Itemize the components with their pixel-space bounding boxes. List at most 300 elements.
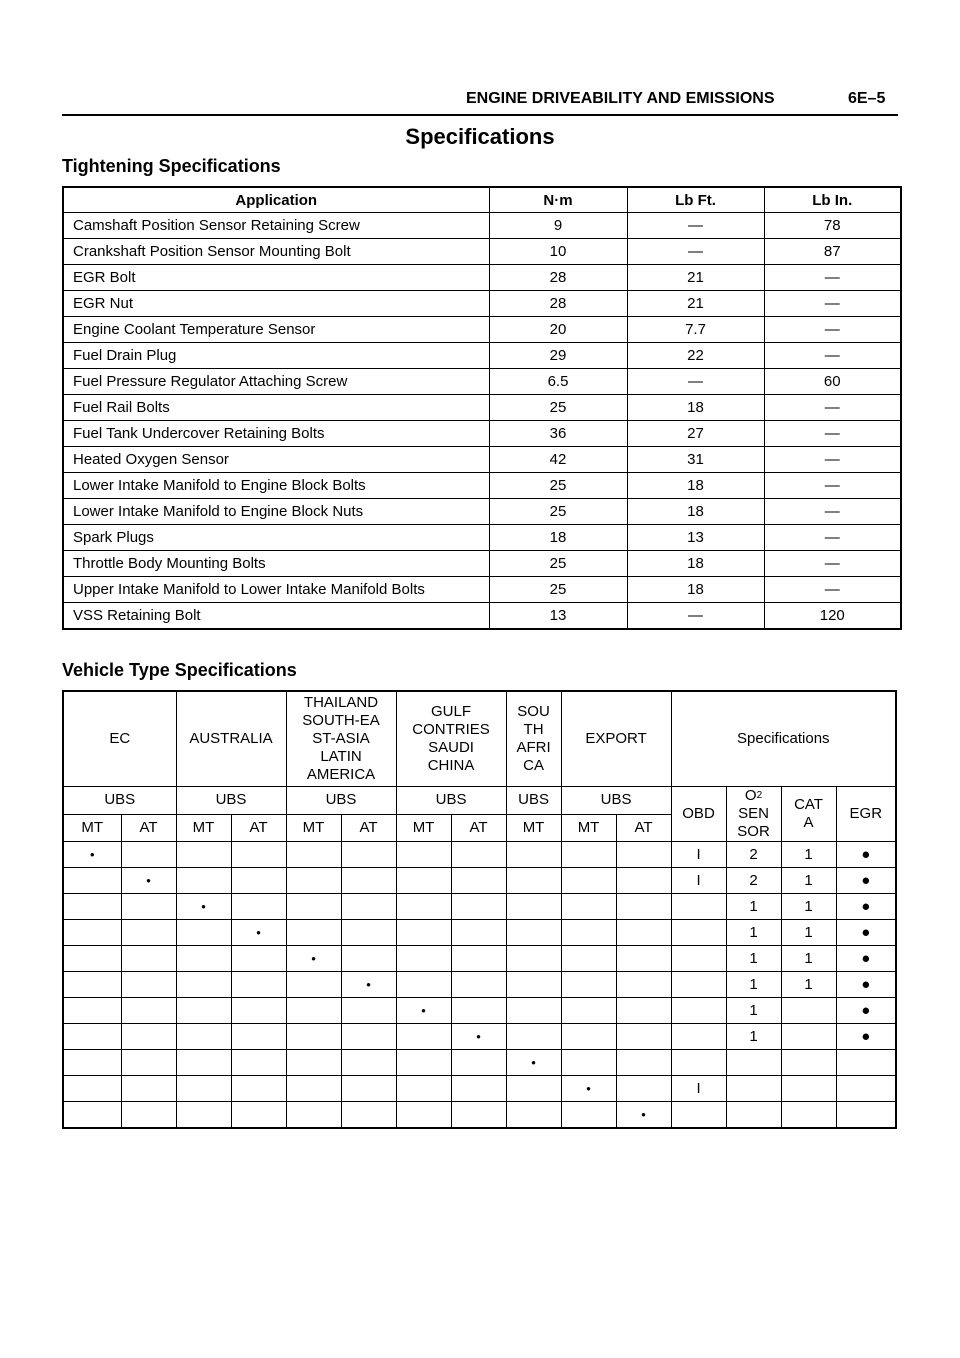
col-nm: N·m <box>489 187 627 213</box>
spec-o2: 2 <box>726 842 781 868</box>
cell-lbin: — <box>764 421 901 447</box>
table-row <box>63 291 901 317</box>
empty-cell <box>396 868 451 894</box>
empty-cell <box>63 946 121 972</box>
table-row <box>63 868 896 894</box>
market-export: EXPORT <box>561 691 671 787</box>
page-number: 6E–5 <box>848 90 886 107</box>
spec-o2: 1 <box>726 946 781 972</box>
empty-cell <box>286 972 341 998</box>
cell-lbft: — <box>627 239 764 265</box>
cell-nm: 25 <box>489 499 627 525</box>
cell-nm: 29 <box>489 343 627 369</box>
empty-cell <box>231 1102 286 1129</box>
table-row <box>63 395 901 421</box>
table-row <box>63 577 901 603</box>
cell-lbin: — <box>764 499 901 525</box>
table-row <box>63 473 901 499</box>
transmission-cell: AT <box>616 814 671 842</box>
empty-cell <box>396 1102 451 1129</box>
market-australia: AUSTRALIA <box>176 691 286 787</box>
cell-nm: 18 <box>489 525 627 551</box>
cell-lbft: — <box>627 369 764 395</box>
empty-cell <box>286 1102 341 1129</box>
empty-cell <box>506 894 561 920</box>
spec-o2: 1 <box>726 972 781 998</box>
applicable-dot: • <box>63 842 121 868</box>
applicable-dot: • <box>396 998 451 1024</box>
table-row <box>63 1050 896 1076</box>
empty-cell <box>341 946 396 972</box>
spec-cat <box>781 1024 836 1050</box>
spec-cat <box>781 1050 836 1076</box>
transmission-cell: AT <box>451 814 506 842</box>
empty-cell <box>616 920 671 946</box>
empty-cell <box>63 1076 121 1102</box>
spec-obd <box>671 1024 726 1050</box>
empty-cell <box>506 842 561 868</box>
running-header-title: ENGINE DRIVEABILITY AND EMISSIONS <box>466 90 775 107</box>
table-row <box>63 499 901 525</box>
empty-cell <box>231 894 286 920</box>
empty-cell <box>341 868 396 894</box>
ubs-ec: UBS <box>63 787 176 815</box>
ubs-thailand: UBS <box>286 787 396 815</box>
empty-cell <box>63 972 121 998</box>
ubs-south-africa: UBS <box>506 787 561 815</box>
empty-cell <box>176 842 231 868</box>
cell-lbft: 18 <box>627 473 764 499</box>
empty-cell <box>121 894 176 920</box>
applicable-dot: • <box>506 1050 561 1076</box>
empty-cell <box>451 972 506 998</box>
transmission-cell: MT <box>176 814 231 842</box>
transmission-cell: MT <box>396 814 451 842</box>
cell-lbin: — <box>764 525 901 551</box>
empty-cell <box>121 1102 176 1129</box>
empty-cell <box>561 1102 616 1129</box>
empty-cell <box>616 1024 671 1050</box>
cell-application: Heated Oxygen Sensor <box>63 447 489 473</box>
cell-nm: 36 <box>489 421 627 447</box>
empty-cell <box>396 1076 451 1102</box>
cell-nm: 28 <box>489 291 627 317</box>
table-row <box>63 525 901 551</box>
empty-cell <box>341 894 396 920</box>
table-row <box>63 946 896 972</box>
empty-cell <box>396 1050 451 1076</box>
table-row <box>63 421 901 447</box>
spec-obd <box>671 946 726 972</box>
applicable-dot: • <box>341 972 396 998</box>
cell-lbin: 78 <box>764 213 901 239</box>
table-row <box>63 343 901 369</box>
cell-application: Spark Plugs <box>63 525 489 551</box>
spec-cat: 1 <box>781 946 836 972</box>
cell-nm: 25 <box>489 577 627 603</box>
spec-egr: ● <box>836 842 896 868</box>
cell-lbin: — <box>764 473 901 499</box>
empty-cell <box>341 1050 396 1076</box>
cell-lbin: 60 <box>764 369 901 395</box>
empty-cell <box>231 842 286 868</box>
page-title: Specifications <box>405 124 555 149</box>
applicable-dot: • <box>231 920 286 946</box>
empty-cell <box>231 946 286 972</box>
spec-cat <box>781 1076 836 1102</box>
col-egr: EGR <box>836 787 896 842</box>
empty-cell <box>286 894 341 920</box>
cell-lbft: — <box>627 603 764 630</box>
spec-cat: 1 <box>781 894 836 920</box>
spec-o2: 1 <box>726 920 781 946</box>
empty-cell <box>176 1050 231 1076</box>
spec-egr: ● <box>836 920 896 946</box>
empty-cell <box>121 946 176 972</box>
cell-lbft: 18 <box>627 551 764 577</box>
empty-cell <box>451 894 506 920</box>
empty-cell <box>506 972 561 998</box>
spec-egr <box>836 1050 896 1076</box>
transmission-cell: AT <box>341 814 396 842</box>
empty-cell <box>616 1076 671 1102</box>
empty-cell <box>121 1076 176 1102</box>
empty-cell <box>561 1024 616 1050</box>
spec-obd <box>671 920 726 946</box>
empty-cell <box>506 1102 561 1129</box>
empty-cell <box>286 868 341 894</box>
empty-cell <box>121 1050 176 1076</box>
empty-cell <box>121 842 176 868</box>
cell-lbft: 7.7 <box>627 317 764 343</box>
table-row <box>63 920 896 946</box>
spec-o2 <box>726 1076 781 1102</box>
ubs-gulf: UBS <box>396 787 506 815</box>
empty-cell <box>396 842 451 868</box>
table-row <box>63 551 901 577</box>
cell-nm: 42 <box>489 447 627 473</box>
cell-application: VSS Retaining Bolt <box>63 603 489 630</box>
spec-obd: I <box>671 868 726 894</box>
empty-cell <box>616 972 671 998</box>
table-row <box>63 265 901 291</box>
empty-cell <box>176 920 231 946</box>
table-row <box>63 603 901 630</box>
empty-cell <box>121 920 176 946</box>
cell-lbin: — <box>764 577 901 603</box>
empty-cell <box>396 946 451 972</box>
table-row <box>63 998 896 1024</box>
ubs-australia: UBS <box>176 787 286 815</box>
applicable-dot: • <box>451 1024 506 1050</box>
cell-nm: 25 <box>489 395 627 421</box>
col-lbin: Lb In. <box>764 187 901 213</box>
spec-egr: ● <box>836 1024 896 1050</box>
empty-cell <box>616 894 671 920</box>
spec-obd <box>671 894 726 920</box>
empty-cell <box>451 920 506 946</box>
spec-obd <box>671 1102 726 1129</box>
empty-cell <box>63 894 121 920</box>
spec-obd: I <box>671 1076 726 1102</box>
empty-cell <box>176 1102 231 1129</box>
empty-cell <box>396 920 451 946</box>
o2-subscript: 2 <box>756 790 763 801</box>
col-lbft: Lb Ft. <box>627 187 764 213</box>
empty-cell <box>451 868 506 894</box>
table-row <box>63 447 901 473</box>
cell-application: Fuel Rail Bolts <box>63 395 489 421</box>
cell-nm: 9 <box>489 213 627 239</box>
cell-application: Throttle Body Mounting Bolts <box>63 551 489 577</box>
col-application: Application <box>63 187 489 213</box>
table-row <box>63 369 901 395</box>
empty-cell <box>286 1076 341 1102</box>
spec-obd <box>671 972 726 998</box>
empty-cell <box>231 868 286 894</box>
empty-cell <box>286 842 341 868</box>
empty-cell <box>286 998 341 1024</box>
cell-lbft: 31 <box>627 447 764 473</box>
empty-cell <box>616 868 671 894</box>
tightening-heading: Tightening Specifications <box>62 156 281 176</box>
cell-lbin: 120 <box>764 603 901 630</box>
cell-nm: 13 <box>489 603 627 630</box>
empty-cell <box>561 842 616 868</box>
header-rule <box>62 114 898 116</box>
transmission-cell: AT <box>121 814 176 842</box>
empty-cell <box>121 972 176 998</box>
applicable-dot: • <box>121 868 176 894</box>
spec-o2: 1 <box>726 1024 781 1050</box>
spec-o2: 1 <box>726 998 781 1024</box>
transmission-cell: MT <box>561 814 616 842</box>
cell-lbin: — <box>764 343 901 369</box>
empty-cell <box>341 842 396 868</box>
market-header-row <box>63 691 896 787</box>
spec-egr: ● <box>836 972 896 998</box>
cell-lbin: — <box>764 395 901 421</box>
empty-cell <box>341 1076 396 1102</box>
empty-cell <box>231 998 286 1024</box>
empty-cell <box>506 1076 561 1102</box>
applicable-dot: • <box>616 1102 671 1129</box>
cell-nm: 25 <box>489 473 627 499</box>
cell-lbin: — <box>764 265 901 291</box>
empty-cell <box>561 972 616 998</box>
spec-o2 <box>726 1102 781 1129</box>
spec-egr <box>836 1076 896 1102</box>
table-row <box>63 213 901 239</box>
cell-lbin: 87 <box>764 239 901 265</box>
cell-lbft: 18 <box>627 395 764 421</box>
spec-cat: 1 <box>781 972 836 998</box>
col-o2-sensor <box>726 787 781 842</box>
ubs-row <box>63 787 896 815</box>
empty-cell <box>396 894 451 920</box>
empty-cell <box>286 1024 341 1050</box>
transmission-cell: MT <box>506 814 561 842</box>
empty-cell <box>121 998 176 1024</box>
col-cata: CAT A <box>781 787 836 842</box>
applicable-dot: • <box>561 1076 616 1102</box>
empty-cell <box>63 1024 121 1050</box>
col-obd: OBD <box>671 787 726 842</box>
empty-cell <box>561 920 616 946</box>
tightening-header-row <box>63 187 901 213</box>
empty-cell <box>451 998 506 1024</box>
cell-lbft: 18 <box>627 577 764 603</box>
transmission-cell: MT <box>286 814 341 842</box>
cell-lbin: — <box>764 317 901 343</box>
market-thailand: THAILAND SOUTH-EA ST-ASIA LATIN AMERICA <box>286 691 396 787</box>
cell-nm: 20 <box>489 317 627 343</box>
empty-cell <box>231 972 286 998</box>
empty-cell <box>616 842 671 868</box>
spec-egr: ● <box>836 946 896 972</box>
cell-application: EGR Nut <box>63 291 489 317</box>
cell-application: Fuel Drain Plug <box>63 343 489 369</box>
cell-application: Fuel Tank Undercover Retaining Bolts <box>63 421 489 447</box>
empty-cell <box>396 972 451 998</box>
spec-egr: ● <box>836 868 896 894</box>
empty-cell <box>176 1076 231 1102</box>
spec-cat: 1 <box>781 842 836 868</box>
empty-cell <box>63 1050 121 1076</box>
table-row <box>63 1076 896 1102</box>
empty-cell <box>451 1050 506 1076</box>
cell-lbft: 21 <box>627 265 764 291</box>
cell-lbft: 27 <box>627 421 764 447</box>
empty-cell <box>176 1024 231 1050</box>
transmission-cell: AT <box>231 814 286 842</box>
spec-o2: 1 <box>726 894 781 920</box>
spec-cat: 1 <box>781 868 836 894</box>
cell-application: Camshaft Position Sensor Retaining Screw <box>63 213 489 239</box>
market-south-africa: SOU TH AFRI CA <box>506 691 561 787</box>
cell-lbft: 21 <box>627 291 764 317</box>
applicable-dot: • <box>286 946 341 972</box>
spec-o2: 2 <box>726 868 781 894</box>
table-row <box>63 1024 896 1050</box>
empty-cell <box>506 998 561 1024</box>
spec-cat <box>781 1102 836 1129</box>
cell-nm: 6.5 <box>489 369 627 395</box>
table-row <box>63 1102 896 1129</box>
empty-cell <box>286 1050 341 1076</box>
spec-obd <box>671 1050 726 1076</box>
empty-cell <box>121 1024 176 1050</box>
cell-nm: 28 <box>489 265 627 291</box>
table-row <box>63 972 896 998</box>
empty-cell <box>396 1024 451 1050</box>
spec-cat: 1 <box>781 920 836 946</box>
empty-cell <box>506 1024 561 1050</box>
cell-lbft: 22 <box>627 343 764 369</box>
cell-nm: 25 <box>489 551 627 577</box>
empty-cell <box>451 946 506 972</box>
empty-cell <box>616 946 671 972</box>
empty-cell <box>451 842 506 868</box>
applicable-dot: • <box>176 894 231 920</box>
empty-cell <box>561 894 616 920</box>
empty-cell <box>506 920 561 946</box>
empty-cell <box>231 1024 286 1050</box>
empty-cell <box>561 1050 616 1076</box>
cell-lbin: — <box>764 551 901 577</box>
empty-cell <box>63 920 121 946</box>
empty-cell <box>176 868 231 894</box>
cell-application: Crankshaft Position Sensor Mounting Bolt <box>63 239 489 265</box>
empty-cell <box>561 868 616 894</box>
empty-cell <box>176 946 231 972</box>
empty-cell <box>341 1024 396 1050</box>
empty-cell <box>286 920 341 946</box>
table-row <box>63 842 896 868</box>
market-gulf: GULF CONTRIES SAUDI CHINA <box>396 691 506 787</box>
empty-cell <box>341 1102 396 1129</box>
empty-cell <box>63 1102 121 1129</box>
spec-obd <box>671 998 726 1024</box>
table-row <box>63 239 901 265</box>
empty-cell <box>451 1076 506 1102</box>
tightening-table <box>62 186 902 630</box>
spec-egr: ● <box>836 894 896 920</box>
cell-application: Upper Intake Manifold to Lower Intake Manifold Bolts <box>63 577 489 603</box>
spec-obd: I <box>671 842 726 868</box>
o2-sensor-label: SEN SOR <box>737 805 770 840</box>
cell-application: Fuel Pressure Regulator Attaching Screw <box>63 369 489 395</box>
cell-lbft: 13 <box>627 525 764 551</box>
cell-application: Lower Intake Manifold to Engine Block Bolts <box>63 473 489 499</box>
cell-lbft: 18 <box>627 499 764 525</box>
market-ec: EC <box>63 691 176 787</box>
spec-egr <box>836 1102 896 1129</box>
transmission-cell: MT <box>63 814 121 842</box>
cell-lbin: — <box>764 291 901 317</box>
empty-cell <box>561 946 616 972</box>
spec-o2 <box>726 1050 781 1076</box>
specifications-header: Specifications <box>671 691 896 787</box>
cell-lbin: — <box>764 447 901 473</box>
empty-cell <box>63 868 121 894</box>
empty-cell <box>63 998 121 1024</box>
empty-cell <box>616 998 671 1024</box>
empty-cell <box>616 1050 671 1076</box>
cell-application: Engine Coolant Temperature Sensor <box>63 317 489 343</box>
empty-cell <box>176 998 231 1024</box>
empty-cell <box>176 972 231 998</box>
spec-egr: ● <box>836 998 896 1024</box>
ubs-export: UBS <box>561 787 671 815</box>
spec-cat <box>781 998 836 1024</box>
table-row <box>63 894 896 920</box>
cell-application: Lower Intake Manifold to Engine Block Nuts <box>63 499 489 525</box>
vehicle-table <box>62 690 897 1129</box>
empty-cell <box>561 998 616 1024</box>
o2-prefix: O <box>744 787 757 804</box>
empty-cell <box>506 946 561 972</box>
table-row <box>63 317 901 343</box>
cell-application: EGR Bolt <box>63 265 489 291</box>
cell-lbft: — <box>627 213 764 239</box>
empty-cell <box>341 998 396 1024</box>
empty-cell <box>341 920 396 946</box>
cell-nm: 10 <box>489 239 627 265</box>
vehicle-heading: Vehicle Type Specifications <box>62 660 297 680</box>
empty-cell <box>506 868 561 894</box>
empty-cell <box>451 1102 506 1129</box>
